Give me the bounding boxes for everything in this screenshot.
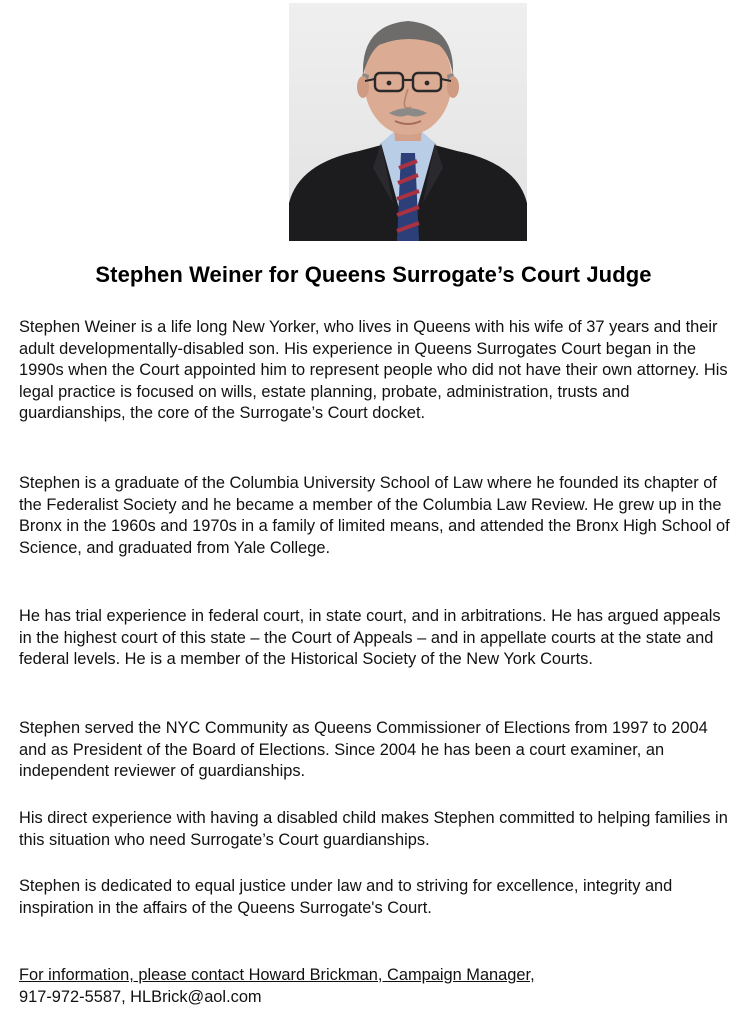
page-title: Stephen Weiner for Queens Surrogate’s Court Judge	[95, 262, 652, 287]
bio-paragraph-background: Stephen Weiner is a life long New Yorker, who lives in Queens with his wife of 37 years and their adult developmentally-disabled son. His experience in Queens Surrogates Court began in the 1990s when the Court appointed him to represent people who did not have their own attorney. His legal practice is focused on wills, estate planning, probate, administration, trusts and guardianships, the core of the Surrogate’s Court docket.	[19, 318, 728, 423]
portrait-illustration	[289, 3, 527, 241]
bio-paragraph-trial-experience: He has trial experience in federal court, in state court, and in arbitrations. He has argued appeals in the highest court of this state – the Court of Appeals – and in appellate courts at the state and federal levels. He is a member of the Historical Society of the New York Courts.	[19, 607, 721, 669]
contact-block	[19, 965, 731, 1008]
contact-line-1: For information, please contact Howard Brickman, Campaign Manager,	[19, 966, 535, 984]
bio-paragraph-education: Stephen is a graduate of the Columbia University School of Law where he founded its chapter of the Federalist Society and he became a member of the Columbia Law Review. He grew up in the Bronx in the 1960s and 1970s in a family of limited means, and attended the Bronx High School of Science, and graduated from Yale College.	[19, 474, 730, 557]
bio-paragraph-commitment: Stephen is dedicated to equal justice under law and to striving for excellence, integrity and inspiration in the affairs of the Queens Surrogate's Court.	[19, 877, 673, 917]
contact-line-2: 917-972-5587, HLBrick@aol.com	[19, 987, 262, 1006]
bio-paragraph-public-service: Stephen served the NYC Community as Queens Commissioner of Elections from 1997 to 2004 and as President of the Board of Elections. Since 2004 he has been a court examiner, an independent reviewer of guardianships.	[19, 719, 708, 781]
candidate-portrait	[289, 3, 527, 241]
bio-paragraph-family-experience: His direct experience with having a disabled child makes Stephen committed to helping families in this situation who need Surrogate’s Court guardianships.	[19, 809, 728, 849]
